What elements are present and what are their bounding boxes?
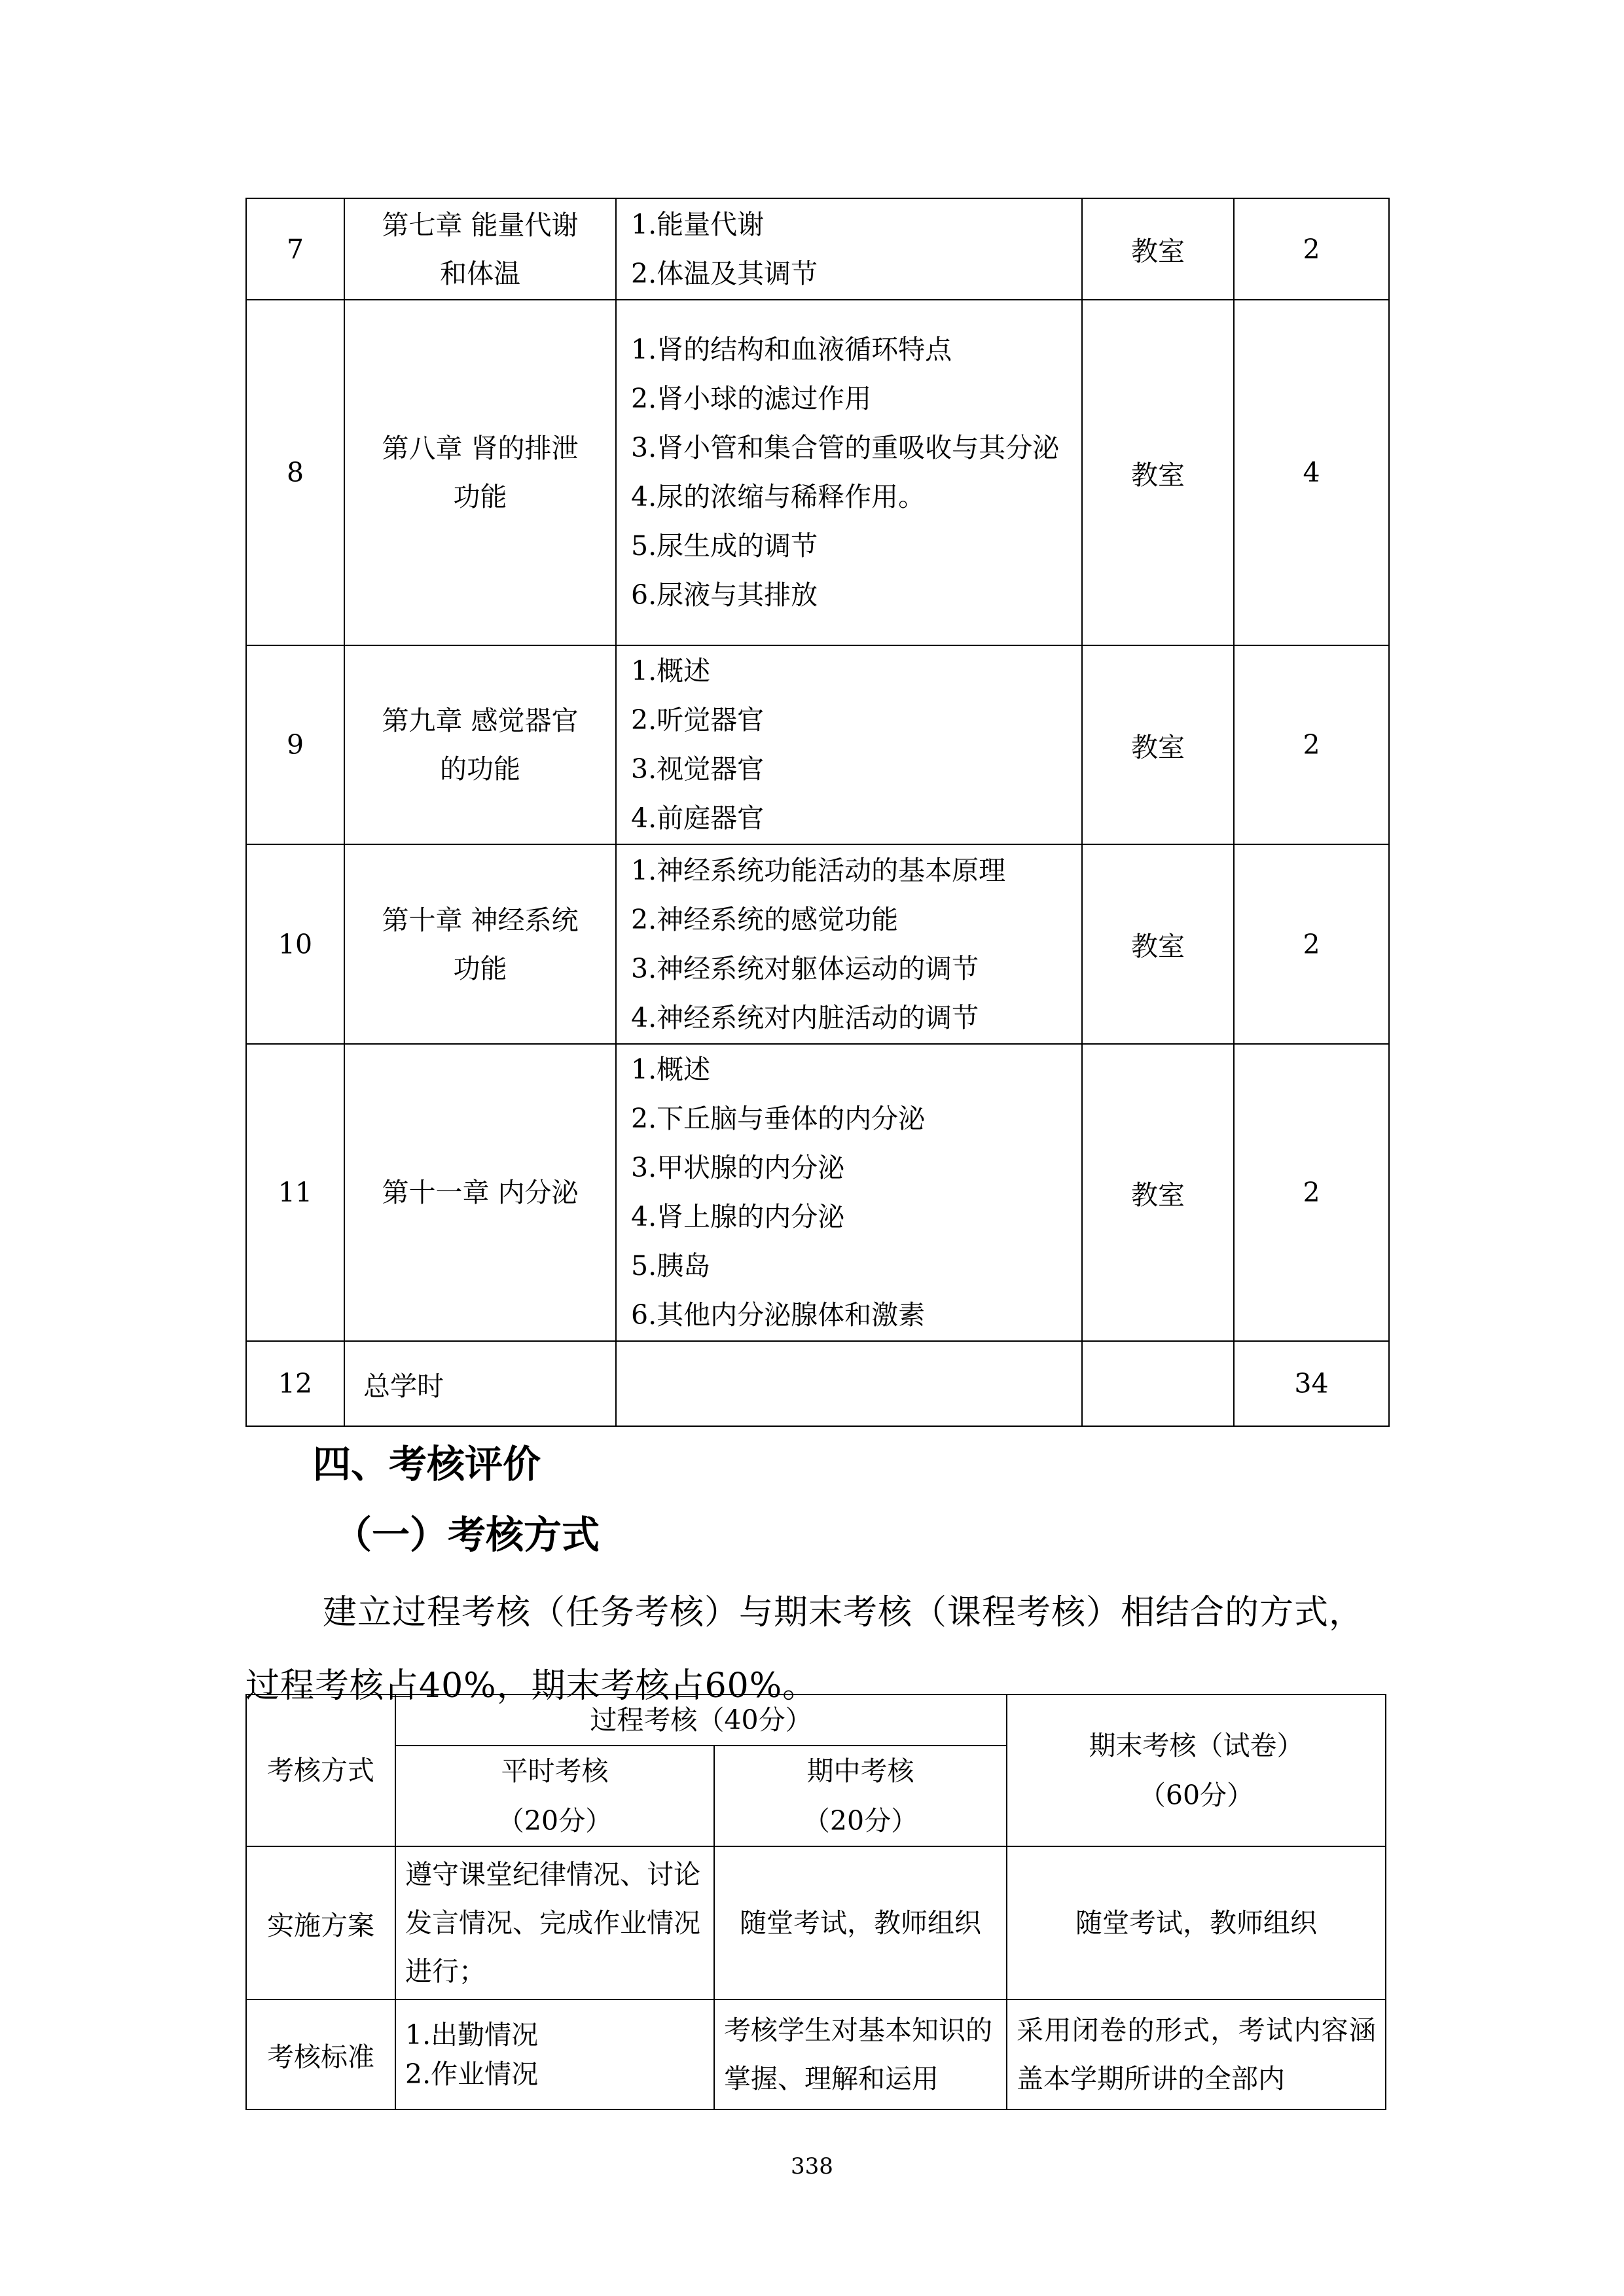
topics-cell	[616, 198, 1082, 300]
topics-cell	[616, 645, 1082, 844]
plan-regular: 遵守课堂纪律情况、讨论发言情况、完成作业情况进行；	[395, 1846, 714, 2000]
schedule-table	[245, 198, 1390, 1427]
standard-regular-line: 2.作业情况	[405, 2058, 539, 2090]
subsection-heading: （一）考核方式	[334, 1513, 600, 1557]
venue-cell: 教室	[1082, 844, 1234, 1044]
chapter-cell	[344, 1044, 616, 1341]
table-row	[246, 844, 1389, 1044]
standard-midterm: 考核学生对基本知识的掌握、理解和运用	[714, 2000, 1007, 2109]
process-header: 过程考核（40分）	[395, 1695, 1007, 1746]
table-row	[246, 300, 1389, 645]
regular-title: 平时考核	[501, 1755, 609, 1787]
topic-item: 6.其他内分泌腺体和激素	[631, 1299, 926, 1331]
table-row	[246, 1695, 1386, 1746]
row-number: 7	[246, 198, 344, 300]
standard-label: 考核标准	[246, 2000, 395, 2109]
venue-cell: 教室	[1082, 1044, 1234, 1341]
chapter-title-line: 功能	[453, 952, 507, 984]
topics-cell	[616, 844, 1082, 1044]
topic-item: 1.肾的结构和血液循环特点	[631, 334, 952, 365]
table-row	[246, 2000, 1386, 2109]
section-heading: 四、考核评价	[313, 1442, 541, 1486]
hours-cell: 4	[1234, 300, 1389, 645]
regular-points: （20分）	[497, 1805, 613, 1837]
total-label: 总学时	[344, 1341, 616, 1426]
final-points: （60分）	[1138, 1780, 1254, 1811]
topic-item: 4.肾上腺的内分泌	[631, 1201, 845, 1232]
topic-item: 3.肾小管和集合管的重吸收与其分泌	[631, 432, 1060, 463]
topic-item: 6.尿液与其排放	[631, 579, 818, 611]
page-number: 338	[791, 2153, 833, 2179]
plan-final: 随堂考试，教师组织	[1007, 1846, 1386, 2000]
chapter-title-line: 和体温	[440, 257, 520, 289]
table-row	[246, 1846, 1386, 2000]
topic-item: 2.下丘脑与垂体的内分泌	[631, 1103, 926, 1134]
row-number: 12	[246, 1341, 344, 1426]
venue-cell: 教室	[1082, 198, 1234, 300]
hours-cell: 2	[1234, 1044, 1389, 1341]
empty-cell	[616, 1341, 1082, 1426]
total-row	[246, 1341, 1389, 1426]
plan-midterm: 随堂考试，教师组织	[714, 1846, 1007, 2000]
topic-item: 2.神经系统的感觉功能	[631, 903, 899, 935]
row-number: 11	[246, 1044, 344, 1341]
chapter-cell	[344, 844, 616, 1044]
table-row	[246, 1044, 1389, 1341]
topic-item: 2.听觉器官	[631, 704, 765, 736]
chapter-cell	[344, 645, 616, 844]
topic-item: 3.甲状腺的内分泌	[631, 1152, 845, 1183]
topic-item: 5.尿生成的调节	[631, 530, 818, 562]
topic-item: 5.胰岛	[631, 1250, 711, 1282]
chapter-cell	[344, 198, 616, 300]
chapter-title-line: 功能	[453, 481, 507, 512]
final-header	[1007, 1695, 1386, 1846]
chapter-title-line: 第十一章 内分泌	[382, 1177, 579, 1208]
hours-cell: 2	[1234, 844, 1389, 1044]
midterm-header	[714, 1746, 1007, 1846]
chapter-title-line: 第七章 能量代谢	[382, 209, 579, 241]
topics-cell	[616, 300, 1082, 645]
row-number: 8	[246, 300, 344, 645]
topic-item: 4.尿的浓缩与稀释作用。	[631, 481, 926, 512]
topic-item: 3.视觉器官	[631, 753, 765, 785]
empty-cell	[1082, 1341, 1234, 1426]
midterm-points: （20分）	[803, 1805, 918, 1837]
final-title: 期末考核（试卷）	[1089, 1730, 1304, 1761]
assessment-table	[245, 1694, 1386, 2110]
chapter-title-line: 第九章 感觉器官	[382, 705, 579, 736]
chapter-title-line: 第十章 神经系统	[382, 904, 579, 936]
row-number: 9	[246, 645, 344, 844]
method-label: 考核方式	[246, 1695, 395, 1846]
topic-item: 2.体温及其调节	[631, 257, 818, 289]
topic-item: 2.肾小球的滤过作用	[631, 383, 872, 414]
paragraph-text: 建立过程考核（任务考核）与期末考核（课程考核）相结合的方式，过程考核占40%，期末考核占60%。	[245, 1593, 1364, 1706]
regular-header	[395, 1746, 714, 1846]
total-hours: 34	[1234, 1341, 1389, 1426]
topic-item: 4.神经系统对内脏活动的调节	[631, 1001, 979, 1033]
topic-item: 4.前庭器官	[631, 802, 765, 834]
topics-cell	[616, 1044, 1082, 1341]
standard-final: 采用闭卷的形式，考试内容涵盖本学期所讲的全部内	[1007, 2000, 1386, 2109]
chapter-title-line: 第八章 肾的排泄	[382, 433, 579, 464]
topic-item: 1.概述	[631, 1054, 711, 1085]
standard-regular-line: 1.出勤情况	[405, 2019, 539, 2051]
row-number: 10	[246, 844, 344, 1044]
hours-cell: 2	[1234, 645, 1389, 844]
topic-item: 1.神经系统功能活动的基本原理	[631, 854, 1006, 886]
table-row	[246, 198, 1389, 300]
topic-item: 3.神经系统对躯体运动的调节	[631, 952, 979, 984]
midterm-title: 期中考核	[806, 1755, 914, 1787]
venue-cell: 教室	[1082, 300, 1234, 645]
plan-label: 实施方案	[246, 1846, 395, 2000]
table-row	[246, 645, 1389, 844]
hours-cell: 2	[1234, 198, 1389, 300]
chapter-title-line: 的功能	[440, 753, 520, 785]
topic-item: 1.概述	[631, 655, 711, 687]
standard-regular	[395, 2000, 714, 2109]
chapter-cell	[344, 300, 616, 645]
venue-cell: 教室	[1082, 645, 1234, 844]
topic-item: 1.能量代谢	[631, 208, 765, 240]
